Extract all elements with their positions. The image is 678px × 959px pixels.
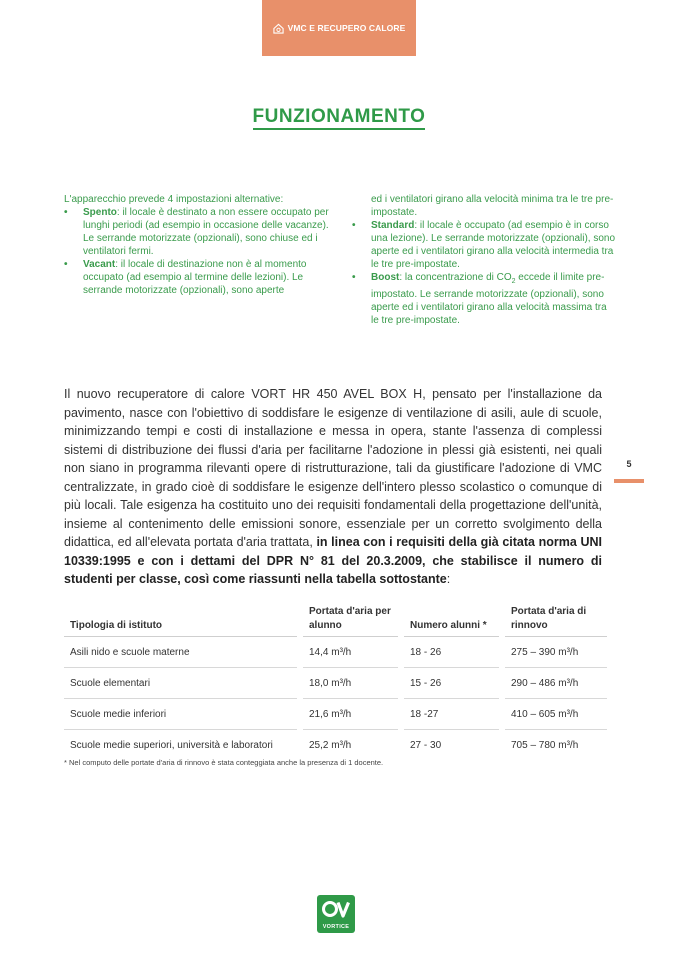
table-cell: Asili nido e scuole materne	[64, 637, 297, 668]
table-cell: 705 – 780 m³/h	[511, 739, 579, 751]
table-cell: 18,0 m³/h	[303, 668, 398, 699]
vortice-logo	[317, 895, 355, 933]
table-cell: 410 – 605 m³/h	[505, 699, 607, 730]
table-cell: 27 - 30	[410, 739, 442, 751]
section-header-tab	[262, 0, 416, 56]
table-header-row	[64, 602, 607, 637]
table-cell: 14,4 m³/h	[303, 637, 398, 668]
table-cell: 18 - 26	[404, 637, 499, 668]
intro-lead: L'apparecchio prevede 4 impostazioni alternative:	[64, 194, 284, 205]
mode-item-standard: • Standard: il locale è occupato (ad esempio è in corso una lezione). Le serrande motorizzate (opzionali), sono aperte ed i ventilatori girano alla velocità intermedia tra le tre pre-impostate.	[352, 219, 616, 271]
house-fan-icon	[273, 23, 284, 34]
table-cell: 290 – 486 m³/h	[505, 668, 607, 699]
table-cell: 275 – 390 m³/h	[505, 637, 607, 668]
table-footnote: * Nel computo delle portate d'aria di rinnovo è stata conteggiata anche la presenza di 1 docente.	[64, 758, 384, 767]
mode-item-vacant-continued: ed i ventilatori girano alla velocità minima tra le tre pre-impostate.	[371, 194, 614, 218]
table-row	[64, 668, 607, 699]
main-paragraph: Il nuovo recuperatore di calore VORT HR 450 AVEL BOX H, pensato per l'installazione da pavimento, nasce con l'obiettivo di soddisfare le esigenze di ventilazione di asili, aule di scuole, minimizzando tempi e costi di installazione e messa in opera, stante l'assenza di complessi sistemi di distribuzione dei flussi d'aria per facilitarne l'adozione in plessi già esistenti, nei quali non siano in programma rilevanti opere di ristrutturazione, tali da giustificare l'adozione di VMC centralizzate, in grado cioè di soddisfare le esigenze dell'intero plesso scolastico o comunque di più locali. Tale esigenza ha costituito uno dei requisiti fondamentali della progettazione dell'unità, insieme al contenimento delle emissioni sonore, essenziale per un corretto svolgimento della didattica, ed all'elevata portata d'aria trattata, in linea con i requisiti della già citata norma UNI 10339:1995 e con i dettami del DPR N° 81 del 20.3.2009, che stabilisce il numero di studenti per classe, così come riassunti nella tabella sottostante:	[64, 387, 602, 586]
table-cell: 18 -27	[404, 699, 499, 730]
table-cell: Scuole medie superiori, università e laboratori	[70, 739, 273, 751]
table-cell: 15 - 26	[404, 668, 499, 699]
table-header: Numero alunni *	[404, 602, 499, 637]
intro-left-column	[64, 193, 336, 297]
table-row	[64, 699, 607, 730]
page-number: 5	[626, 459, 632, 469]
table-cell: Scuole medie inferiori	[64, 699, 297, 730]
section-label: VMC E RECUPERO CALORE	[287, 23, 406, 33]
vortice-logo-icon	[321, 899, 351, 923]
intro-right-column	[352, 193, 616, 327]
ventilation-table	[64, 602, 607, 760]
table-cell: Scuole elementari	[64, 668, 297, 699]
logo-text: VORTICE	[322, 924, 350, 930]
mode-item-boost: • Boost: la concentrazione di $CO_2$ eccede il limite pre-impostato. Le serrande motorizzate (opzionali), sono aperte ed i ventilatori girano alla velocità massima tra le tre pre-impostate.	[352, 271, 616, 327]
table-header: Tipologia di istituto	[64, 602, 297, 637]
page-number-bar	[614, 479, 644, 483]
page-title: FUNZIONAMENTO	[0, 106, 678, 128]
table-row	[64, 637, 607, 668]
mode-item-spento: • Spento: il locale è destinato a non essere occupato per lunghi periodi (ad esempio in occasione delle vacanze). Le serrande motorizzate (opzionali), sono chiuse ed i ventilatori fermi.	[64, 206, 336, 258]
table-row	[64, 730, 607, 760]
table-header: Portata d'aria di rinnovo	[505, 602, 607, 637]
table-cell: 21,6 m³/h	[303, 699, 398, 730]
table-cell: 25,2 m³/h	[309, 739, 352, 751]
table-header: Portata d'aria per alunno	[303, 602, 398, 637]
mode-item-vacant: • Vacant: il locale di destinazione non è al momento occupato (ad esempio al termine delle lezioni). Le serrande motorizzate (opzionali), sono aperte	[64, 258, 336, 297]
